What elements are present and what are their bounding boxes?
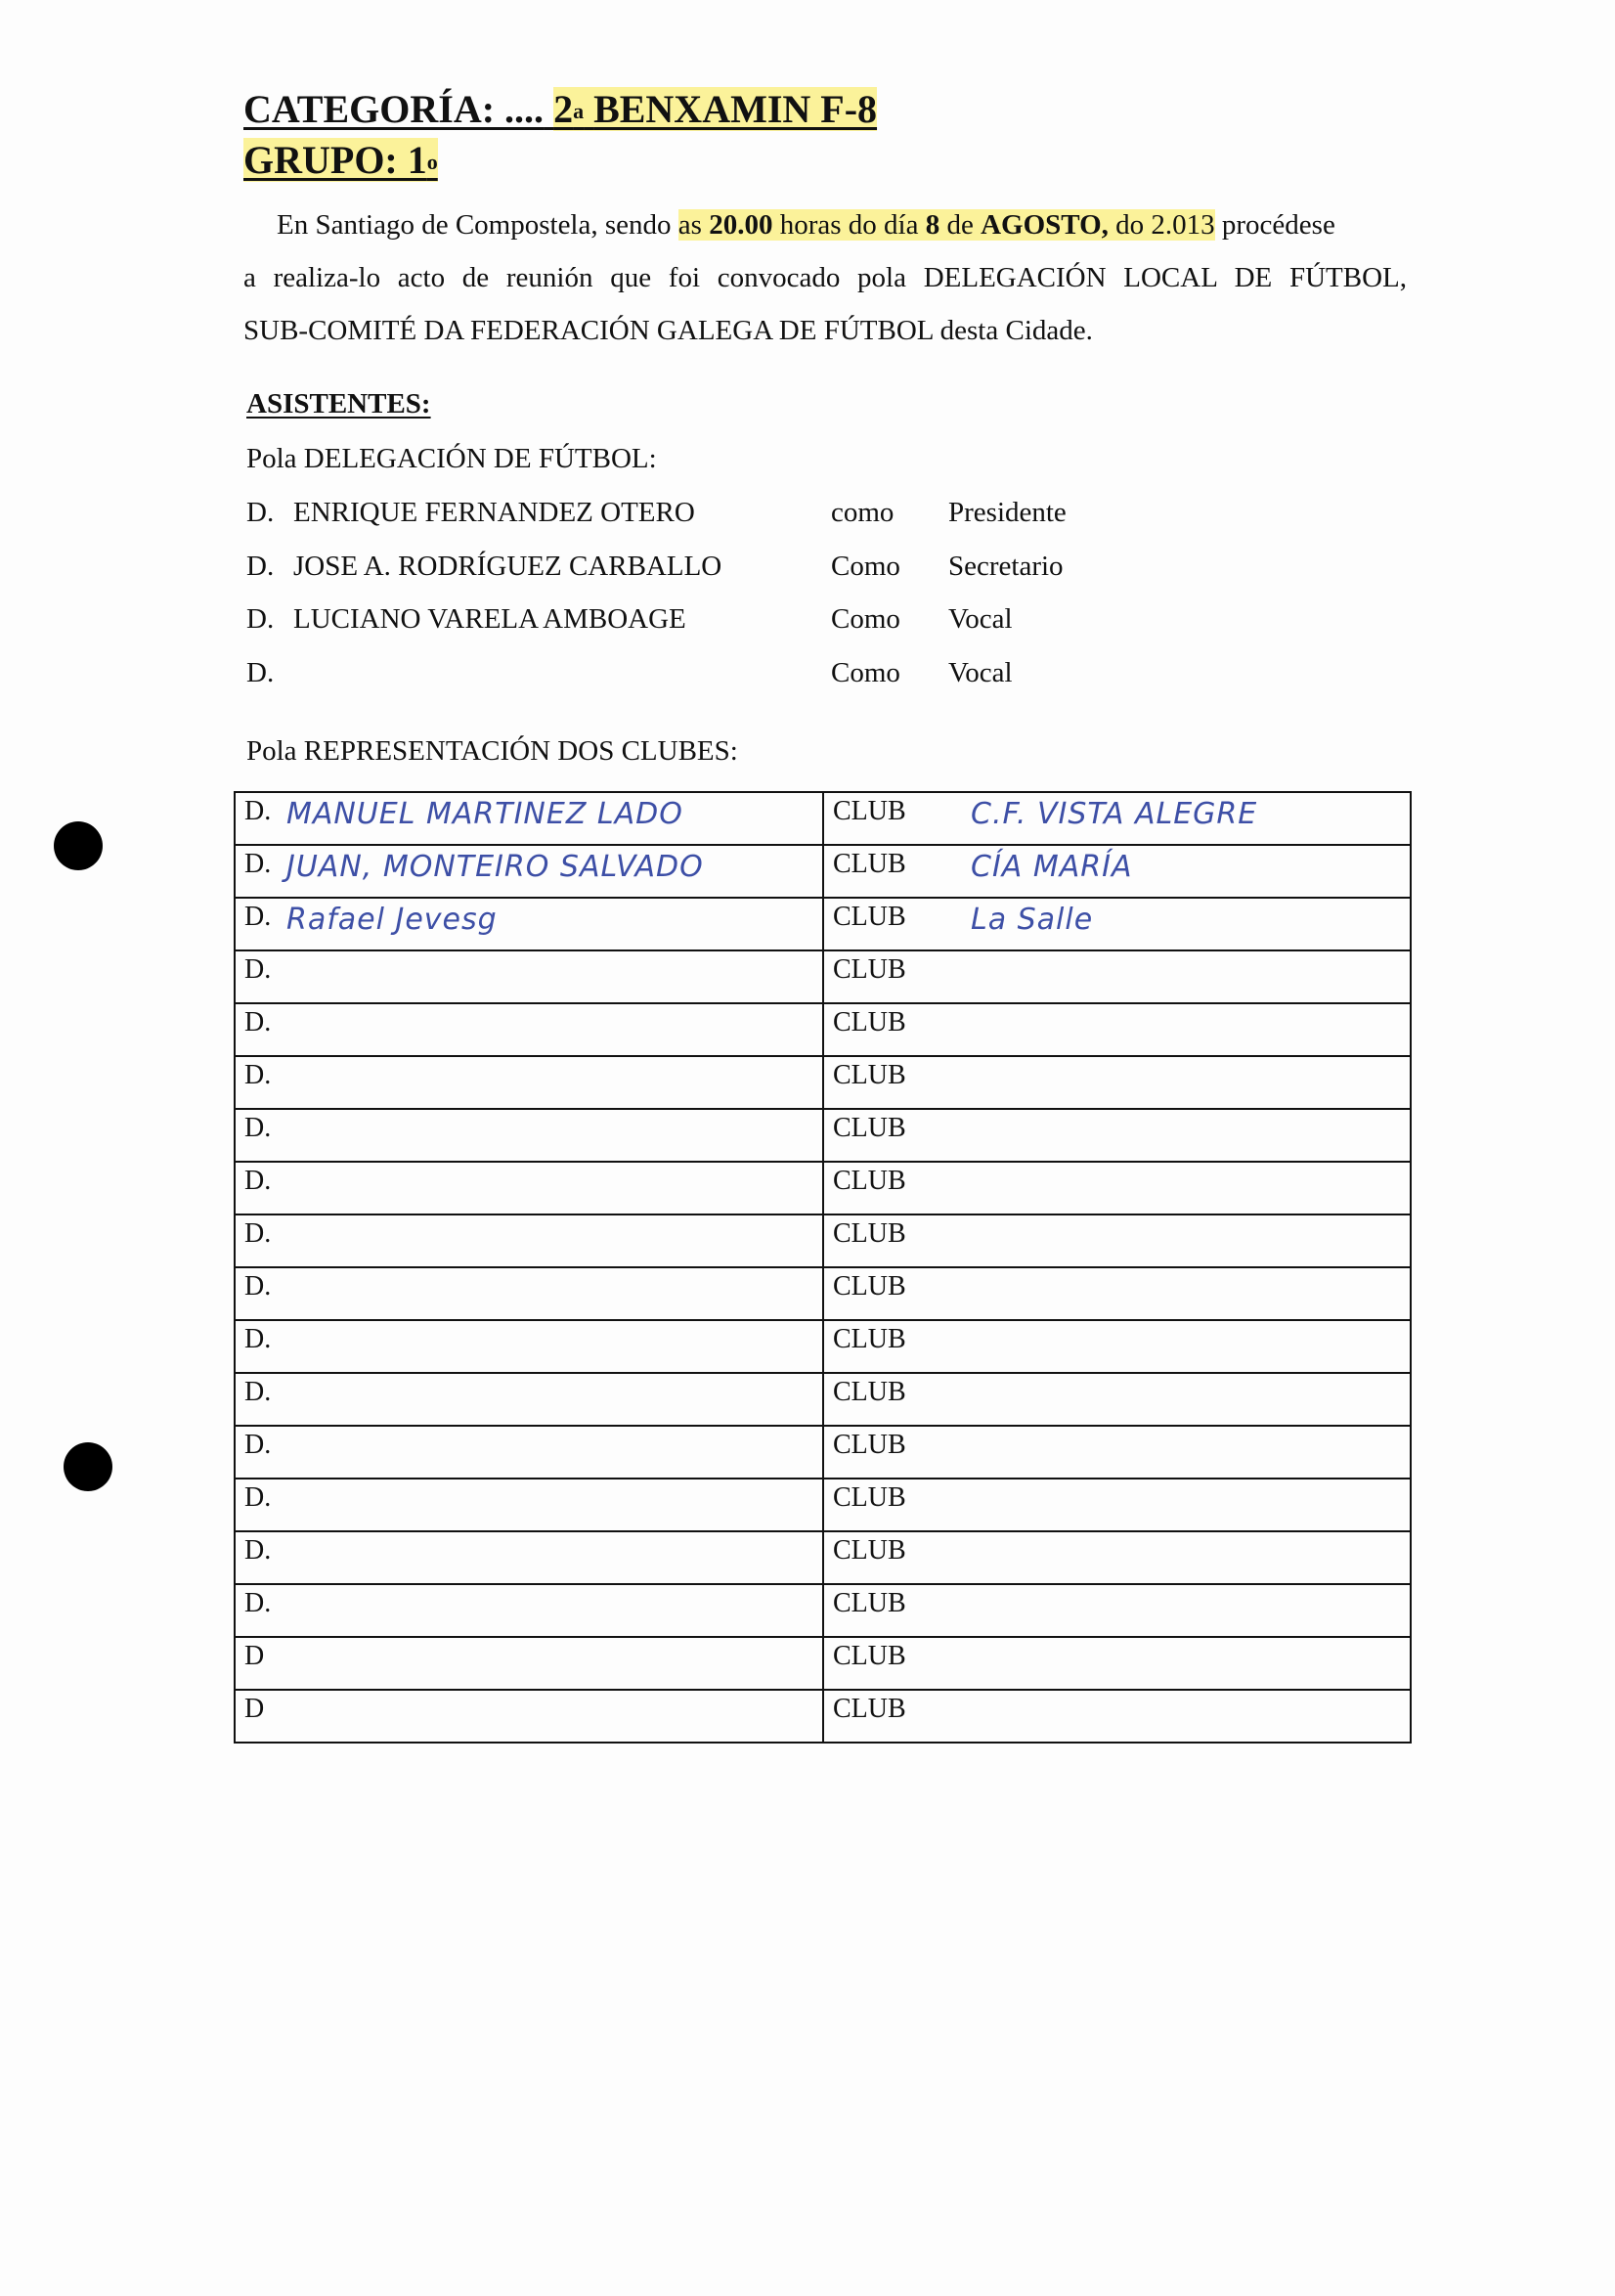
representative-prefix: D. xyxy=(244,954,272,985)
representative-prefix: D. xyxy=(244,849,272,879)
intro-paragraph xyxy=(243,199,1407,357)
delegation-as: Como xyxy=(831,657,900,688)
club-label: CLUB xyxy=(833,796,906,826)
club-label: CLUB xyxy=(833,1113,906,1143)
representative-cell[interactable] xyxy=(235,1214,823,1267)
club-row xyxy=(235,1214,1411,1267)
delegation-row xyxy=(246,497,1224,536)
club-label: CLUB xyxy=(833,1482,906,1513)
intro-line-3: SUB-COMITÉ DA FEDERACIÓN GALEGA DE FÚTBOL desta Cidade. xyxy=(243,315,1093,346)
representative-prefix: D. xyxy=(244,1482,272,1513)
club-label: CLUB xyxy=(833,1271,906,1302)
representative-prefix: D. xyxy=(244,1060,272,1090)
delegation-row xyxy=(246,603,1224,642)
club-row xyxy=(235,898,1411,950)
club-label: CLUB xyxy=(833,954,906,985)
club-row xyxy=(235,1056,1411,1109)
club-label: CLUB xyxy=(833,1324,906,1354)
representative-cell[interactable] xyxy=(235,845,823,898)
club-cell[interactable] xyxy=(823,1056,1411,1109)
club-cell[interactable] xyxy=(823,898,1411,950)
representative-cell[interactable] xyxy=(235,1109,823,1162)
intro-line-2: a realiza-lo acto de reunión que foi convocado pola DELEGACIÓN LOCAL DE FÚTBOL, xyxy=(243,262,1407,293)
club-row xyxy=(235,1690,1411,1743)
representative-cell[interactable] xyxy=(235,1479,823,1531)
club-row xyxy=(235,792,1411,845)
punch-hole xyxy=(54,821,103,870)
club-name: C.F. VISTA ALEGRE xyxy=(971,797,1258,831)
club-cell[interactable] xyxy=(823,845,1411,898)
club-row xyxy=(235,1003,1411,1056)
club-cell[interactable] xyxy=(823,1584,1411,1637)
representative-prefix: D. xyxy=(244,1113,272,1143)
representative-cell[interactable] xyxy=(235,1267,823,1320)
representative-cell[interactable] xyxy=(235,950,823,1003)
delegation-role: Vocal xyxy=(948,603,1013,635)
representative-cell[interactable] xyxy=(235,792,823,845)
club-label: CLUB xyxy=(833,1430,906,1460)
club-label: CLUB xyxy=(833,1377,906,1407)
representative-cell[interactable] xyxy=(235,1637,823,1690)
representative-cell[interactable] xyxy=(235,1426,823,1479)
representative-prefix: D. xyxy=(244,796,272,826)
delegation-label: Pola DELEGACIÓN DE FÚTBOL: xyxy=(246,443,657,474)
club-label: CLUB xyxy=(833,1007,906,1038)
club-cell[interactable] xyxy=(823,950,1411,1003)
delegation-row xyxy=(246,657,1224,696)
club-label: CLUB xyxy=(833,1535,906,1566)
club-cell[interactable] xyxy=(823,1690,1411,1743)
attendees-heading: ASISTENTES: xyxy=(246,388,431,419)
delegation-role: Presidente xyxy=(948,497,1067,528)
club-row xyxy=(235,950,1411,1003)
delegation-as: Como xyxy=(831,603,900,635)
club-row xyxy=(235,1531,1411,1584)
club-cell[interactable] xyxy=(823,1109,1411,1162)
delegation-as: como xyxy=(831,497,895,528)
representative-name: JUAN, MONTEIRO SALVADO xyxy=(286,850,704,884)
club-row xyxy=(235,1162,1411,1214)
delegation-prefix: D. xyxy=(246,497,275,528)
club-row xyxy=(235,1109,1411,1162)
representative-cell[interactable] xyxy=(235,1690,823,1743)
delegation-prefix: D. xyxy=(246,603,275,635)
club-label: CLUB xyxy=(833,1060,906,1090)
category-heading: CATEGORÍA: .... 2$^a$ BENXAMIN F-8 xyxy=(243,87,878,131)
representative-prefix: D. xyxy=(244,1166,272,1196)
club-label: CLUB xyxy=(833,1694,906,1724)
representative-cell[interactable] xyxy=(235,1373,823,1426)
club-cell[interactable] xyxy=(823,1003,1411,1056)
representative-name: Rafael Jevesg xyxy=(286,903,498,937)
club-row xyxy=(235,1320,1411,1373)
club-label: CLUB xyxy=(833,1641,906,1671)
club-cell[interactable] xyxy=(823,1373,1411,1426)
club-cell[interactable] xyxy=(823,1320,1411,1373)
club-label: CLUB xyxy=(833,1166,906,1196)
representative-prefix: D. xyxy=(244,1218,272,1249)
club-label: CLUB xyxy=(833,849,906,879)
representative-cell[interactable] xyxy=(235,1162,823,1214)
club-cell[interactable] xyxy=(823,1479,1411,1531)
club-cell[interactable] xyxy=(823,1426,1411,1479)
delegation-prefix: D. xyxy=(246,657,275,688)
intro-line-1: En Santiago de Compostela, sendo as 20.00 horas do día 8 de AGOSTO, do 2.013 procédese xyxy=(277,209,1335,241)
representative-prefix: D xyxy=(244,1694,265,1724)
club-cell[interactable] xyxy=(823,1637,1411,1690)
representative-cell[interactable] xyxy=(235,1584,823,1637)
delegation-as: Como xyxy=(831,551,900,582)
delegation-role: Vocal xyxy=(948,657,1013,688)
representative-prefix: D. xyxy=(244,1271,272,1302)
club-label: CLUB xyxy=(833,1588,906,1618)
club-cell[interactable] xyxy=(823,792,1411,845)
club-row xyxy=(235,845,1411,898)
representative-cell[interactable] xyxy=(235,1320,823,1373)
representative-cell[interactable] xyxy=(235,1056,823,1109)
delegation-role: Secretario xyxy=(948,551,1064,582)
delegation-name: JOSE A. RODRÍGUEZ CARBALLO xyxy=(293,551,722,582)
representative-cell[interactable] xyxy=(235,1003,823,1056)
club-row xyxy=(235,1267,1411,1320)
clubs-table xyxy=(234,791,1412,1744)
club-row xyxy=(235,1584,1411,1637)
representative-name: MANUEL MARTINEZ LADO xyxy=(286,797,683,831)
representative-prefix: D. xyxy=(244,1007,272,1038)
delegation-prefix: D. xyxy=(246,551,275,582)
representative-prefix: D. xyxy=(244,1430,272,1460)
representative-prefix: D. xyxy=(244,1377,272,1407)
club-cell[interactable] xyxy=(823,1531,1411,1584)
punch-hole xyxy=(64,1442,112,1491)
club-cell[interactable] xyxy=(823,1162,1411,1214)
club-label: CLUB xyxy=(833,1218,906,1249)
club-label: CLUB xyxy=(833,902,906,932)
club-name: CÍA MARÍA xyxy=(971,850,1133,884)
representative-prefix: D. xyxy=(244,1324,272,1354)
representative-prefix: D. xyxy=(244,902,272,932)
representative-cell[interactable] xyxy=(235,898,823,950)
club-row xyxy=(235,1637,1411,1690)
representative-cell[interactable] xyxy=(235,1531,823,1584)
club-cell[interactable] xyxy=(823,1267,1411,1320)
representative-prefix: D. xyxy=(244,1535,272,1566)
club-cell[interactable] xyxy=(823,1214,1411,1267)
delegation-row xyxy=(246,551,1224,590)
representative-prefix: D xyxy=(244,1641,265,1671)
club-row xyxy=(235,1426,1411,1479)
club-row xyxy=(235,1373,1411,1426)
club-name: La Salle xyxy=(971,903,1094,937)
representative-prefix: D. xyxy=(244,1588,272,1618)
club-row xyxy=(235,1479,1411,1531)
delegation-name: ENRIQUE FERNANDEZ OTERO xyxy=(293,497,695,528)
delegation-name: LUCIANO VARELA AMBOAGE xyxy=(293,603,686,635)
clubs-label: Pola REPRESENTACIÓN DOS CLUBES: xyxy=(246,735,738,767)
group-heading: GRUPO: 1$^o$ xyxy=(243,138,438,182)
